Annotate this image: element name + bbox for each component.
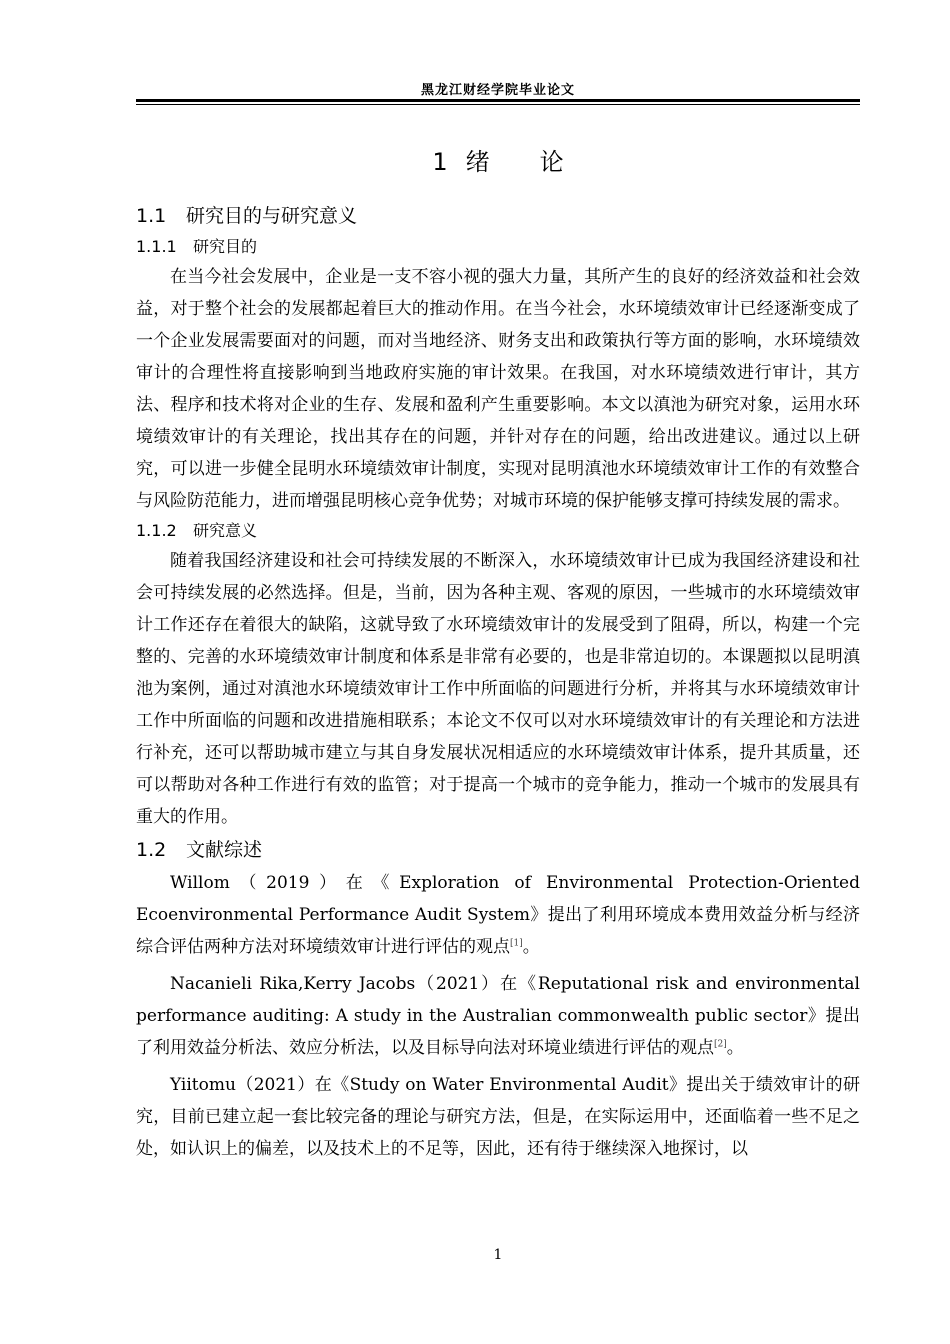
chapter-title-part1: 绪	[465, 148, 490, 176]
literature-text: Nacanieli Rika,Kerry Jacobs（2021）在《Reputational risk and environmental performance auditing: A study in the Australian commonwealth public sector》提出了利用效益分析法、效应分析法，以及目标导向法对环境业绩进行评估的观点	[136, 974, 860, 1058]
section-number: 1.1	[136, 205, 167, 227]
section-heading-1-1	[136, 199, 860, 233]
section-number: 1.1.2	[136, 521, 177, 540]
literature-text: Yiitomu（2021）在《Study on Water Environmental Audit》提出关于绩效审计的研究，目前已建立起一套比较完备的理论与研究方法，但是，在实际运用中，还面临着一些不足之处，如认识上的偏差，以及技术上的不足等，因此，还有待于继续深入地探讨，以	[136, 1075, 860, 1159]
section-number: 1.1.1	[136, 237, 177, 256]
chapter-title	[136, 142, 860, 177]
running-header: 黑龙江财经学院毕业论文	[420, 83, 575, 98]
header-rule-thin	[136, 104, 860, 105]
literature-paragraph-2	[136, 968, 860, 1064]
page-number: 1	[493, 1247, 503, 1263]
literature-paragraph-3	[136, 1069, 860, 1165]
header-rule-thick	[136, 99, 860, 102]
document-body	[136, 199, 860, 1165]
section-title: 文献综述	[186, 839, 263, 861]
section-title: 研究意义	[193, 521, 258, 540]
chapter-number: 1	[432, 148, 448, 176]
paragraph-research-significance: 随着我国经济建设和社会可持续发展的不断深入，水环境绩效审计已成为我国经济建设和社会可持续发展的必然选择。但是，当前，因为各种主观、客观的原因，一些城市的水环境绩效审计工作还存在着很大的缺陷，这就导致了水环境绩效审计的发展受到了阻碍，所以，构建一个完整的、完善的水环境绩效审计制度和体系是非常有必要的，也是非常迫切的。本课题拟以昆明滇池为案例，通过对滇池水环境绩效审计工作中所面临的问题进行分析，并将其与水环境绩效审计工作中所面临的问题和改进措施相联系；本论文不仅可以对水环境绩效审计的有关理论和方法进行补充，还可以帮助城市建立与其自身发展状况相适应的水环境绩效审计体系，提升其质量，还可以帮助对各种工作进行有效的监管；对于提高一个城市的竞争能力，推动一个城市的发展具有重大的作用。	[136, 551, 860, 827]
paragraph-research-purpose: 在当今社会发展中，企业是一支不容小视的强大力量，其所产生的良好的经济效益和社会效益，对于整个社会的发展都起着巨大的推动作用。在当今社会，水环境绩效审计已经逐渐变成了一个企业发展需要面对的问题，而对当地经济、财务支出和政策执行等方面的影响，水环境绩效审计的合理性将直接影响到当地政府实施的审计效果。在我国，对水环境绩效进行审计，其方法、程序和技术将对企业的生存、发展和盈利产生重要影响。本文以滇池为研究对象，运用水环境绩效审计的有关理论，找出其存在的问题，并针对存在的问题，给出改进建议。通过以上研究，可以进一步健全昆明水环境绩效审计制度，实现对昆明滇池水环境绩效审计工作的有效整合与风险防范能力，进而增强昆明核心竞争优势；对城市环境的保护能够支撑可持续发展的需求。	[136, 267, 860, 511]
citation-marker[interactable]: [1]	[510, 938, 523, 949]
literature-tail: 。	[726, 1038, 744, 1058]
literature-text: Willom（2019）在《Exploration of Environmental Protection-Oriented Ecoenvironmental Performance Audit System》提出了利用环境成本费用效益分析与经济综合评估两种方法对环境绩效审计进行评估的观点	[136, 873, 860, 957]
section-number: 1.2	[136, 839, 167, 861]
literature-paragraph-1	[136, 867, 860, 963]
section-title: 研究目的与研究意义	[186, 205, 358, 227]
section-heading-1-2	[136, 833, 860, 867]
chapter-title-part2: 论	[539, 148, 564, 176]
section-heading-1-1-2	[136, 517, 860, 545]
section-title: 研究目的	[193, 237, 258, 256]
literature-tail: 。	[522, 937, 540, 957]
citation-marker[interactable]: [2]	[714, 1039, 727, 1050]
section-heading-1-1-1	[136, 233, 860, 261]
